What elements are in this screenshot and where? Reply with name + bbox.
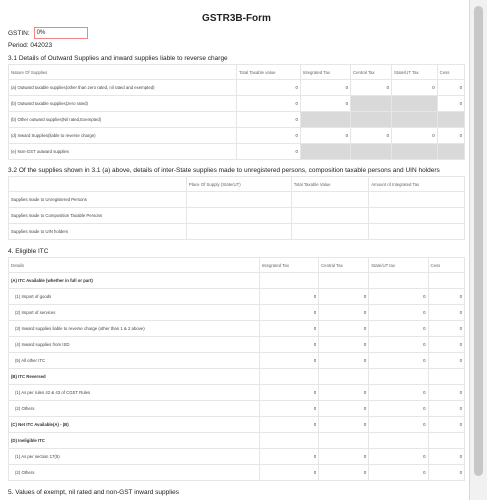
row-label: (4) Inward supplies from ISD — [9, 337, 260, 353]
value-cell — [300, 144, 350, 160]
value-cell[interactable]: 0 — [437, 80, 464, 96]
row-label: (e) Non-GST outward supplies — [9, 144, 237, 160]
value-cell[interactable]: 0 — [319, 417, 369, 433]
row-label: (3) Inward supplies liable to reverse charge (other than 1 & 2 above) — [9, 321, 260, 337]
table-3-2 — [8, 176, 465, 240]
column-header: State/UT Tax — [392, 65, 438, 80]
value-cell[interactable]: 0 — [259, 353, 318, 369]
column-header: State/UT tax — [369, 258, 428, 273]
value-cell[interactable] — [186, 192, 291, 208]
column-header: Cess — [428, 258, 465, 273]
value-cell — [319, 273, 369, 289]
value-cell[interactable]: 0 — [369, 353, 428, 369]
table-row — [9, 96, 465, 112]
value-cell[interactable]: 0 — [428, 449, 465, 465]
value-cell[interactable]: 0 — [237, 144, 301, 160]
column-header: Cess — [437, 65, 464, 80]
value-cell — [369, 273, 428, 289]
row-label: (1) As per rules 42 & 43 of CGST Rules — [9, 385, 260, 401]
value-cell[interactable]: 0 — [369, 289, 428, 305]
row-label: (a) Outward taxable supplies(other than zero rated, nil rated and exempted) — [9, 80, 237, 96]
table-row — [9, 401, 465, 417]
value-cell[interactable]: 0 — [319, 449, 369, 465]
row-label: (b) Outward taxable supplies(zero rated) — [9, 96, 237, 112]
value-cell — [351, 96, 392, 112]
value-cell[interactable]: 0 — [369, 337, 428, 353]
row-label: (b) Other outward supplies(Nil rated,Exempted) — [9, 112, 237, 128]
section-5-heading: 5. Values of exempt, nil rated and non-GST inward supplies — [8, 489, 180, 496]
row-label: (A) ITC Available (whether in full or part) — [9, 273, 260, 289]
value-cell[interactable]: 0 — [428, 353, 465, 369]
column-header: Nature Of Supplies — [9, 65, 237, 80]
table-4 — [8, 257, 465, 481]
row-label: (2) Import of services — [9, 305, 260, 321]
value-cell[interactable]: 0 — [392, 128, 438, 144]
value-cell — [259, 433, 318, 449]
value-cell[interactable]: 0 — [319, 353, 369, 369]
row-label: Supplies made to UIN holders — [9, 224, 187, 240]
column-header: Place Of Supply (State/UT) — [186, 177, 291, 192]
value-cell[interactable]: 0 — [300, 128, 350, 144]
page-title: GSTR3B-Form — [202, 13, 271, 24]
table-row — [9, 433, 465, 449]
value-cell[interactable]: 0 — [259, 305, 318, 321]
value-cell[interactable]: 0 — [351, 128, 392, 144]
value-cell[interactable] — [369, 208, 465, 224]
value-cell — [259, 273, 318, 289]
row-label: (1) As per section 17(5) — [9, 449, 260, 465]
table-row — [9, 449, 465, 465]
column-header: Central Tax — [351, 65, 392, 80]
table-row — [9, 273, 465, 289]
row-label: (d) Inward Supplies(liable to reverse charge) — [9, 128, 237, 144]
table-row — [9, 385, 465, 401]
value-cell[interactable]: 0 — [369, 417, 428, 433]
table-row — [9, 80, 465, 96]
value-cell — [351, 144, 392, 160]
value-cell[interactable]: 0 — [259, 321, 318, 337]
table-row — [9, 128, 465, 144]
value-cell[interactable]: 0 — [319, 465, 369, 481]
value-cell[interactable] — [291, 192, 369, 208]
value-cell[interactable] — [369, 224, 465, 240]
value-cell[interactable]: 0 — [369, 465, 428, 481]
column-header: Integrated Tax — [259, 258, 318, 273]
value-cell[interactable]: 0 — [428, 417, 465, 433]
column-header: Total Taxable value — [237, 65, 301, 80]
value-cell[interactable]: 0 — [369, 321, 428, 337]
table-row — [9, 208, 465, 224]
value-cell[interactable]: 0 — [369, 305, 428, 321]
period-value: 042023 — [30, 41, 53, 49]
table-row — [9, 289, 465, 305]
scrollbar[interactable] — [470, 0, 487, 500]
value-cell[interactable]: 0 — [259, 289, 318, 305]
value-cell[interactable]: 0 — [351, 80, 392, 96]
period-label: Period: — [8, 41, 29, 49]
value-cell[interactable]: 0 — [259, 417, 318, 433]
row-label: (1) Import of goods — [9, 289, 260, 305]
table-row — [9, 144, 465, 160]
section-4-heading: 4. Eligible ITC — [8, 248, 49, 255]
row-label: (D) Ineligible ITC — [9, 433, 260, 449]
value-cell[interactable] — [291, 208, 369, 224]
table-row — [9, 112, 465, 128]
value-cell — [351, 112, 392, 128]
value-cell[interactable]: 0 — [428, 305, 465, 321]
value-cell[interactable]: 0 — [237, 96, 301, 112]
gstin-row — [8, 27, 465, 39]
value-cell[interactable] — [186, 224, 291, 240]
value-cell[interactable]: 0 — [259, 449, 318, 465]
value-cell — [319, 369, 369, 385]
table-row — [9, 321, 465, 337]
value-cell[interactable]: 0 — [259, 465, 318, 481]
value-cell[interactable]: 0 — [428, 401, 465, 417]
column-header: Amount of Integrated Tax — [369, 177, 465, 192]
value-cell[interactable]: 0 — [428, 337, 465, 353]
column-header: Total Taxable Value — [291, 177, 369, 192]
value-cell[interactable] — [369, 192, 465, 208]
row-label: (C) Net ITC Available(A) - (B) — [9, 417, 260, 433]
value-cell[interactable]: 0 — [319, 337, 369, 353]
table-row — [9, 465, 465, 481]
value-cell[interactable]: 0 — [319, 401, 369, 417]
scrollbar-thumb[interactable] — [474, 6, 483, 476]
value-cell[interactable]: 0 — [319, 385, 369, 401]
value-cell — [319, 433, 369, 449]
gstin-input[interactable]: 0% — [34, 27, 88, 39]
value-cell[interactable]: 0 — [428, 321, 465, 337]
value-cell — [392, 96, 438, 112]
value-cell[interactable]: 0 — [237, 80, 301, 96]
column-header — [9, 177, 187, 192]
value-cell — [428, 433, 465, 449]
value-cell — [369, 433, 428, 449]
column-header: Central Tax — [319, 258, 369, 273]
value-cell[interactable]: 0 — [300, 80, 350, 96]
row-label: (B) ITC Reversed — [9, 369, 260, 385]
value-cell[interactable]: 0 — [428, 465, 465, 481]
value-cell[interactable]: 0 — [437, 96, 464, 112]
table-row — [9, 353, 465, 369]
value-cell[interactable]: 0 — [369, 401, 428, 417]
value-cell — [392, 144, 438, 160]
table-row — [9, 224, 465, 240]
value-cell[interactable]: 0 — [319, 289, 369, 305]
value-cell[interactable]: 0 — [319, 321, 369, 337]
value-cell[interactable]: 0 — [437, 128, 464, 144]
row-label: (2) Others — [9, 401, 260, 417]
value-cell[interactable]: 0 — [237, 128, 301, 144]
value-cell — [300, 112, 350, 128]
value-cell — [437, 144, 464, 160]
table-row — [9, 305, 465, 321]
value-cell[interactable]: 0 — [319, 305, 369, 321]
value-cell[interactable]: 0 — [369, 385, 428, 401]
value-cell[interactable]: 0 — [259, 337, 318, 353]
column-header: Integrated Tax — [300, 65, 350, 80]
value-cell[interactable]: 0 — [259, 385, 318, 401]
value-cell — [259, 369, 318, 385]
column-header: Details — [9, 258, 260, 273]
table-3-1 — [8, 64, 465, 160]
value-cell[interactable]: 0 — [237, 112, 301, 128]
value-cell — [392, 112, 438, 128]
value-cell — [437, 112, 464, 128]
value-cell — [369, 369, 428, 385]
value-cell[interactable]: 0 — [259, 401, 318, 417]
table-row — [9, 192, 465, 208]
section-3-1-heading: 3.1 Details of Outward Supplies and inward supplies liable to reverse charge — [8, 55, 228, 62]
row-label: (5) All other ITC — [9, 353, 260, 369]
section-3-2-heading: 3.2 Of the supplies shown in 3.1 (a) above, details of inter-State supplies made to unregistered persons, composition taxable persons and UIN holders — [8, 167, 440, 174]
table-row — [9, 417, 465, 433]
value-cell[interactable] — [291, 224, 369, 240]
value-cell[interactable]: 0 — [369, 449, 428, 465]
row-label: (2) Others — [9, 465, 260, 481]
value-cell — [428, 369, 465, 385]
row-label: Supplies made to Unregistered Persons — [9, 192, 187, 208]
period-row — [8, 39, 465, 51]
gstin-label: GSTIN: — [8, 29, 30, 37]
value-cell[interactable]: 0 — [392, 80, 438, 96]
table-row — [9, 337, 465, 353]
value-cell[interactable]: 0 — [300, 96, 350, 112]
value-cell[interactable]: 0 — [428, 289, 465, 305]
value-cell[interactable] — [186, 208, 291, 224]
row-label: Supplies made to Composition Taxable Persons — [9, 208, 187, 224]
value-cell[interactable]: 0 — [428, 385, 465, 401]
value-cell — [428, 273, 465, 289]
table-row — [9, 369, 465, 385]
